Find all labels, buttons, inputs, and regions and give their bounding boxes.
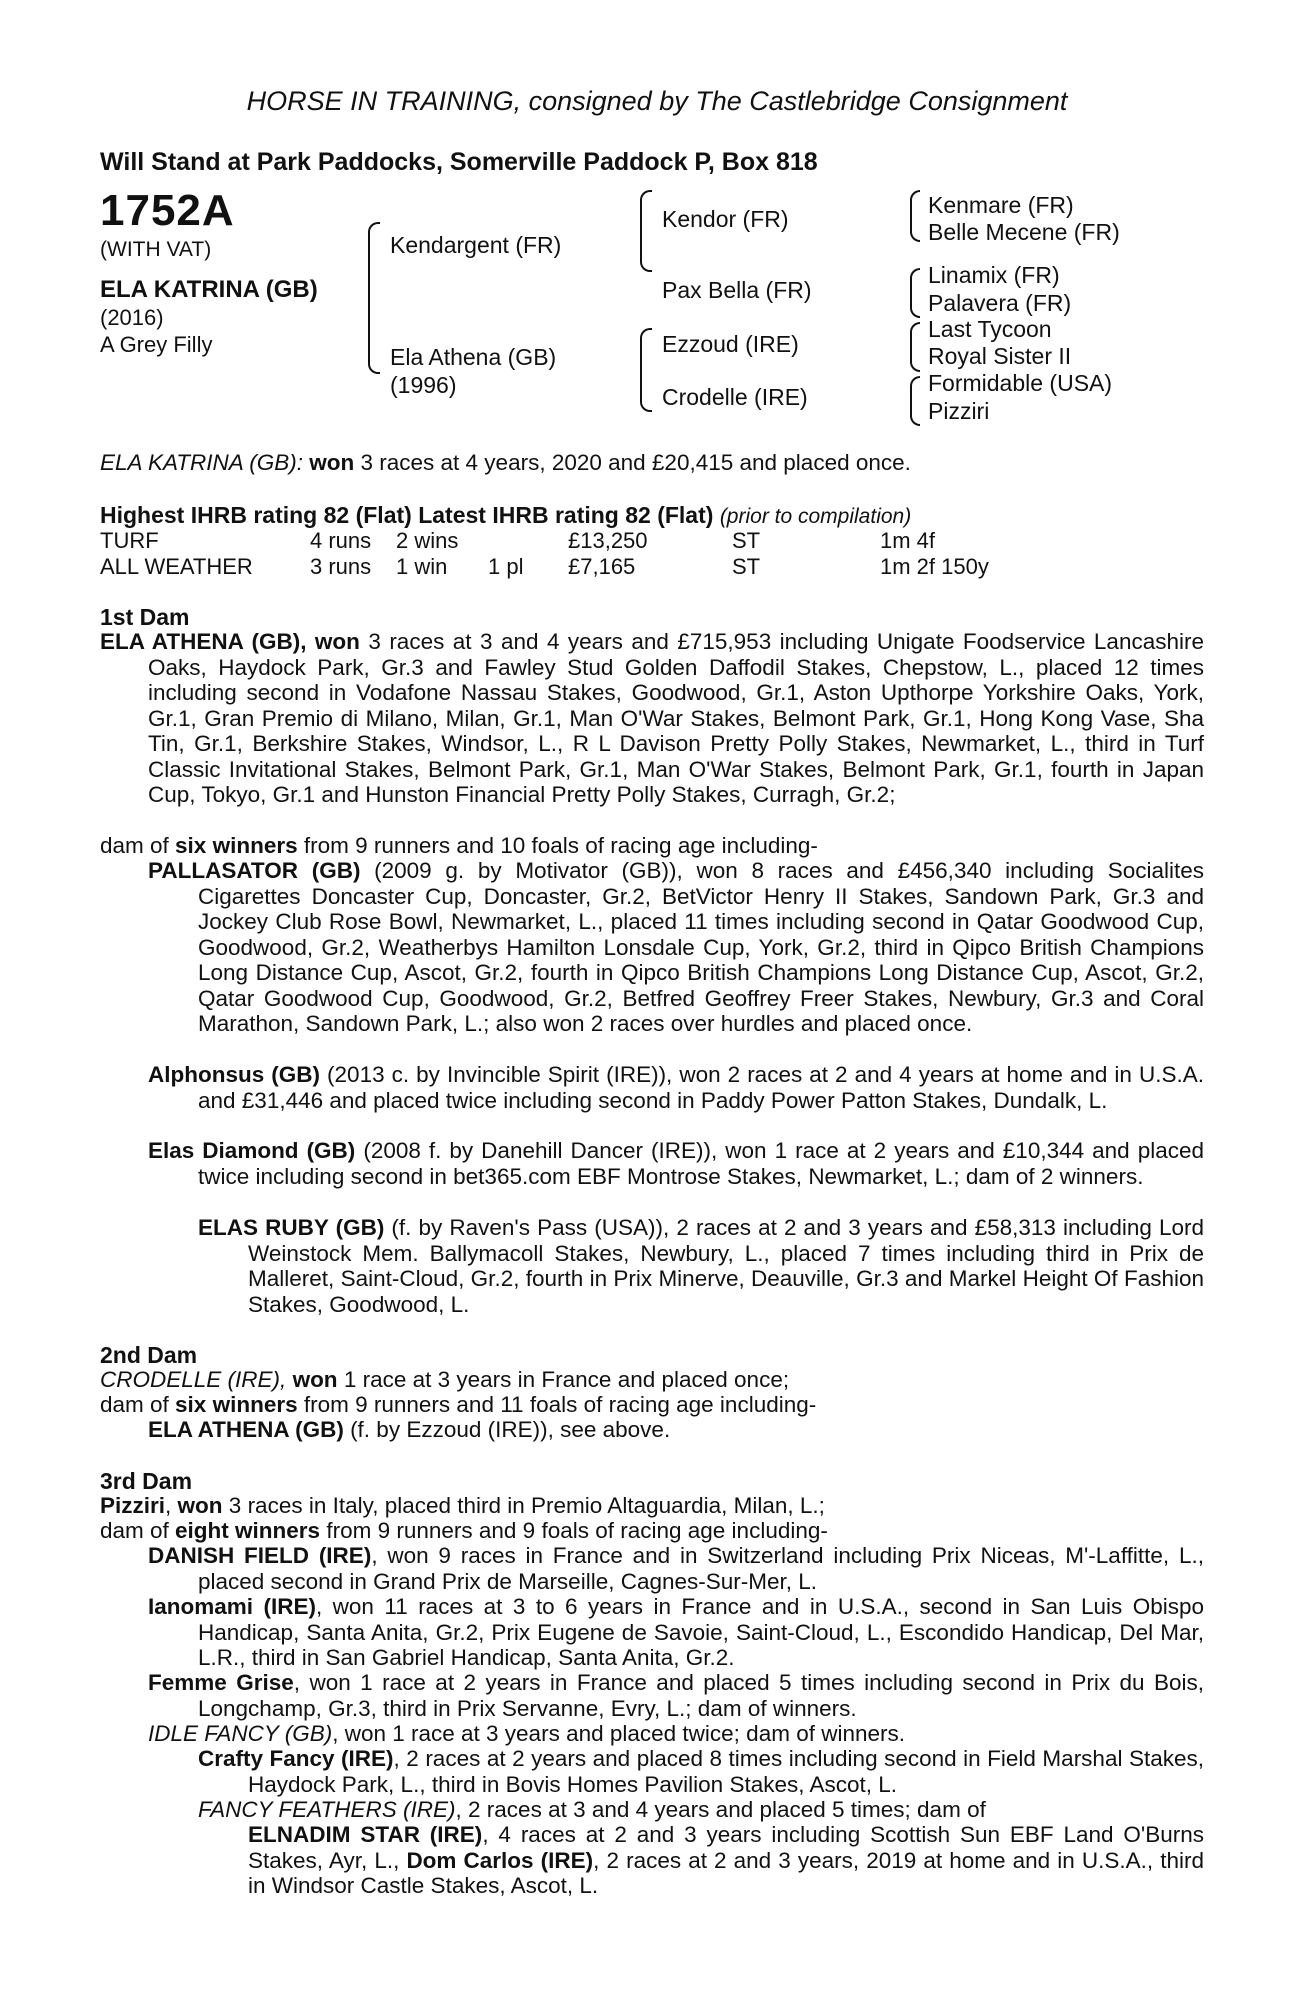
- dam2-record: CRODELLE (IRE), won 1 race at 3 years in France and placed once;: [100, 1367, 790, 1392]
- summary-text: 3 races at 4 years, 2020 and £20,415 and placed once.: [354, 450, 911, 475]
- dam1-record: ELA ATHENA (GB), won 3 races at 3 and 4 years and £715,953 including Unigate Foodservice Lancashire Oaks, Haydock Park, Gr.3 and Fawley Stud Golden Daffodil Stakes, Chepstow, L., placed 12 times including second in Vodafone Nassau Stakes, Goodwood, Gr.1, Aston Upthorpe Yorkshire Oaks, York, Gr.1, Gran Premio di Milano, Milan, Gr.1, Man O'War Stakes, Belmont Park, Gr.1, Hong Kong Vase, Sha Tin, Gr.1, Berkshire Stakes, Windsor, L., R L Davison Pretty Polly Stakes, Newmarket, L., third in Turf Classic Invitational Stakes, Belmont Park, Gr.1, Man O'War Stakes, Belmont Park, Gr.1, fourth in Japan Cup, Tokyo, Gr.1 and Hunston Financial Pretty Polly Stakes, Curragh, Gr.2;: [100, 629, 1204, 807]
- pedigree-brace-g3d: [910, 376, 920, 426]
- dam2-progeny-1: ELA ATHENA (GB) (f. by Ezzoud (IRE)), see above.: [148, 1417, 671, 1442]
- dam1-name: ELA ATHENA (GB): [100, 629, 301, 654]
- pedigree-dam: Ela Athena (GB): [390, 344, 557, 370]
- dam3-heading: 3rd Dam: [100, 1468, 193, 1494]
- pedigree-dds: Formidable (USA): [928, 370, 1113, 396]
- dam3-progeny-6: FANCY FEATHERS (IRE), 2 races at 3 and 4 years and placed 5 times; dam of: [198, 1797, 986, 1822]
- pedigree-dss: Last Tycoon: [928, 316, 1052, 342]
- record-aw-prize: £7,165: [568, 554, 636, 579]
- page-header: HORSE IN TRAINING, consigned by The Castlebridge Consignment: [246, 86, 1068, 116]
- dam1-progeny-2: Alphonsus (GB) (2013 c. by Invincible Spirit (IRE)), won 2 races at 2 and 4 years at home and in U.S.A. and £31,446 and placed twice including second in Paddy Power Patton Stakes, Dundalk, L.: [148, 1062, 1204, 1113]
- record-turf-distance: 1m 4f: [880, 528, 936, 553]
- pedigree-dsd: Royal Sister II: [928, 343, 1072, 369]
- pedigree-ssd: Belle Mecene (FR): [928, 219, 1120, 245]
- horse-description: A Grey Filly: [100, 332, 213, 357]
- dam1-heading: 1st Dam: [100, 604, 190, 630]
- dam1-won: won: [314, 629, 360, 654]
- dam3-progeny-3: Femme Grise, won 1 race at 2 years in France and placed 5 times including second in Prix du Bois, Longchamp, Gr.3, third in Prix Servanne, Evry, L.; dam of winners.: [148, 1670, 1204, 1721]
- lot-number: 1752A: [100, 186, 235, 235]
- summary-won: won: [309, 450, 355, 475]
- pedigree-brace-ds: [640, 328, 652, 412]
- pedigree-sire-dam: Pax Bella (FR): [662, 277, 812, 303]
- horse-name: ELA KATRINA (GB): [100, 276, 318, 303]
- dam2-dam-of: dam of six winners from 9 runners and 11 foals of racing age including-: [100, 1392, 817, 1417]
- pedigree-sire-sire: Kendor (FR): [662, 206, 789, 232]
- pedigree-sdd: Palavera (FR): [928, 290, 1072, 316]
- summary-horse-name: ELA KATRINA (GB): [100, 450, 297, 475]
- pedigree-brace-g3c: [910, 322, 920, 372]
- record-turf-type: ST: [732, 528, 761, 553]
- dam3-progeny-5: Crafty Fancy (IRE), 2 races at 2 years and placed 8 times including second in Field Marshal Stakes, Haydock Park, L., third in Bovis Homes Pavilion Stakes, Ascot, L.: [198, 1746, 1204, 1797]
- dam1-progeny-1: PALLASATOR (GB) (2009 g. by Motivator (GB)), won 8 races and £456,340 including Socialites Cigarettes Doncaster Cup, Doncaster, Gr.2, BetVictor Henry II Stakes, Sandown Park, Gr.3 and Jockey Club Rose Bowl, Newmarket, L., placed 11 times including second in Qatar Goodwood Cup, Goodwood, Gr.2, Weatherbys Hamilton Lonsdale Cup, York, Gr.2, third in Qipco British Champions Long Distance Cup, Ascot, Gr.2, fourth in Qipco British Champions Long Distance Cup, Ascot, Gr.2, Qatar Goodwood Cup, Goodwood, Gr.2, Betfred Geoffrey Freer Stakes, Newbury, Gr.3 and Coral Marathon, Sandown Park, L.; also won 2 races over hurdles and placed once.: [148, 858, 1204, 1036]
- record-aw-placed: 1 pl: [488, 554, 524, 579]
- dam3-progeny-1: DANISH FIELD (IRE), won 9 races in France and in Switzerland including Prix Niceas, M'-Laffitte, L., placed second in Grand Prix de Marseille, Cagnes-Sur-Mer, L.: [148, 1543, 1204, 1594]
- pedigree-sss: Kenmare (FR): [928, 192, 1074, 218]
- pedigree-brace-ss: [640, 190, 652, 272]
- vat-note: (WITH VAT): [100, 238, 212, 261]
- pedigree-dam-year: (1996): [390, 372, 457, 398]
- pedigree-sds: Linamix (FR): [928, 262, 1060, 288]
- rating-line: [100, 502, 911, 529]
- pedigree-brace-gen1: [368, 222, 380, 374]
- record-aw-type: ST: [732, 554, 761, 579]
- dam3-progeny-4: IDLE FANCY (GB), won 1 race at 3 years and placed twice; dam of winners.: [148, 1721, 905, 1746]
- record-turf-prize: £13,250: [568, 528, 648, 553]
- record-turf-wins: 2 wins: [396, 528, 459, 553]
- record-turf-runs: 4 runs: [310, 528, 372, 553]
- record-aw-distance: 1m 2f 150y: [880, 554, 989, 579]
- record-aw-wins: 1 win: [396, 554, 448, 579]
- pedigree-brace-g3a: [910, 190, 920, 242]
- record-aw-runs: 3 runs: [310, 554, 372, 579]
- pedigree-brace-g3b: [910, 268, 920, 318]
- dam1-progeny-4: ELAS RUBY (GB) (f. by Raven's Pass (USA)), 2 races at 2 and 3 years and £58,313 including Lord Weinstock Mem. Ballymacoll Stakes, Newbury, L., placed 7 times including third in Prix de Malleret, Saint-Cloud, Gr.2, fourth in Prix Minerve, Deauville, Gr.3 and Markel Height Of Fashion Stakes, Goodwood, L.: [198, 1215, 1204, 1317]
- rating-note: (prior to compilation): [719, 505, 912, 528]
- dam3-progeny-7: ELNADIM STAR (IRE), 4 races at 2 and 3 years including Scottish Sun EBF Land O'Burns Stakes, Ayr, L., Dom Carlos (IRE), 2 races at 2 and 3 years, 2019 at home and in U.S.A., third in Windsor Castle Stakes, Ascot, L.: [248, 1822, 1204, 1898]
- latest-rating: Latest IHRB rating 82 (Flat): [418, 502, 714, 528]
- dam2-heading: 2nd Dam: [100, 1342, 198, 1368]
- record-aw-surface: ALL WEATHER: [100, 554, 253, 579]
- pedigree-dam-sire: Ezzoud (IRE): [662, 331, 799, 357]
- dam1-dam-of: dam of six winners from 9 runners and 10 foals of racing age including-: [100, 833, 818, 858]
- dam1-progeny-3: Elas Diamond (GB) (2008 f. by Danehill Dancer (IRE)), won 1 race at 2 years and £10,344 and placed twice including second in bet365.com EBF Montrose Stakes, Newmarket, L.; dam of 2 winners.: [148, 1138, 1204, 1189]
- horse-year: (2016): [100, 305, 164, 330]
- dam1-text: 3 races at 3 and 4 years and £715,953 including Unigate Foodservice Lancashire Oaks, Haydock Park, Gr.3 and Fawley Stud Golden Daffodil Stakes, Chepstow, L., placed 12 times including second in Vodafone Nassau Stakes, Goodwood, Gr.1, Aston Upthorpe Yorkshire Oaks, York, Gr.1, Gran Premio di Milano, Milan, Gr.1, Man O'War Stakes, Belmont Park, Gr.1, Hong Kong Vase, Sha Tin, Gr.1, Berkshire Stakes, Windsor, L., R L Davison Pretty Polly Stakes, Newmarket, L., third in Turf Classic Invitational Stakes, Belmont Park, Gr.1, Man O'War Stakes, Belmont Park, Gr.1, fourth in Japan Cup, Tokyo, Gr.1 and Hunston Financial Pretty Polly Stakes, Curragh, Gr.2;: [148, 629, 1204, 807]
- dam3-dam-of: dam of eight winners from 9 runners and 9 foals of racing age including-: [100, 1518, 828, 1543]
- highest-rating: Highest IHRB rating 82 (Flat): [100, 502, 412, 528]
- dam3-record: Pizziri, won 3 races in Italy, placed third in Premio Altaguardia, Milan, L.;: [100, 1493, 825, 1518]
- dam3-progeny-2: Ianomami (IRE), won 11 races at 3 to 6 years in France and in U.S.A., second in San Luis Obispo Handicap, Santa Anita, Gr.2, Prix Eugene de Savoie, Saint-Cloud, L., Escondido Handicap, Del Mar, L.R., third in San Gabriel Handicap, Santa Anita, Gr.2.: [148, 1594, 1204, 1670]
- pedigree-sire: Kendargent (FR): [390, 232, 562, 258]
- pedigree-ddd: Pizziri: [928, 398, 990, 424]
- pedigree-dam-dam: Crodelle (IRE): [662, 384, 808, 410]
- race-summary: ELA KATRINA (GB): won 3 races at 4 years, 2020 and £20,415 and placed once.: [100, 450, 911, 475]
- stand-location: Will Stand at Park Paddocks, Somerville Paddock P, Box 818: [100, 148, 818, 176]
- record-turf-surface: TURF: [100, 528, 159, 553]
